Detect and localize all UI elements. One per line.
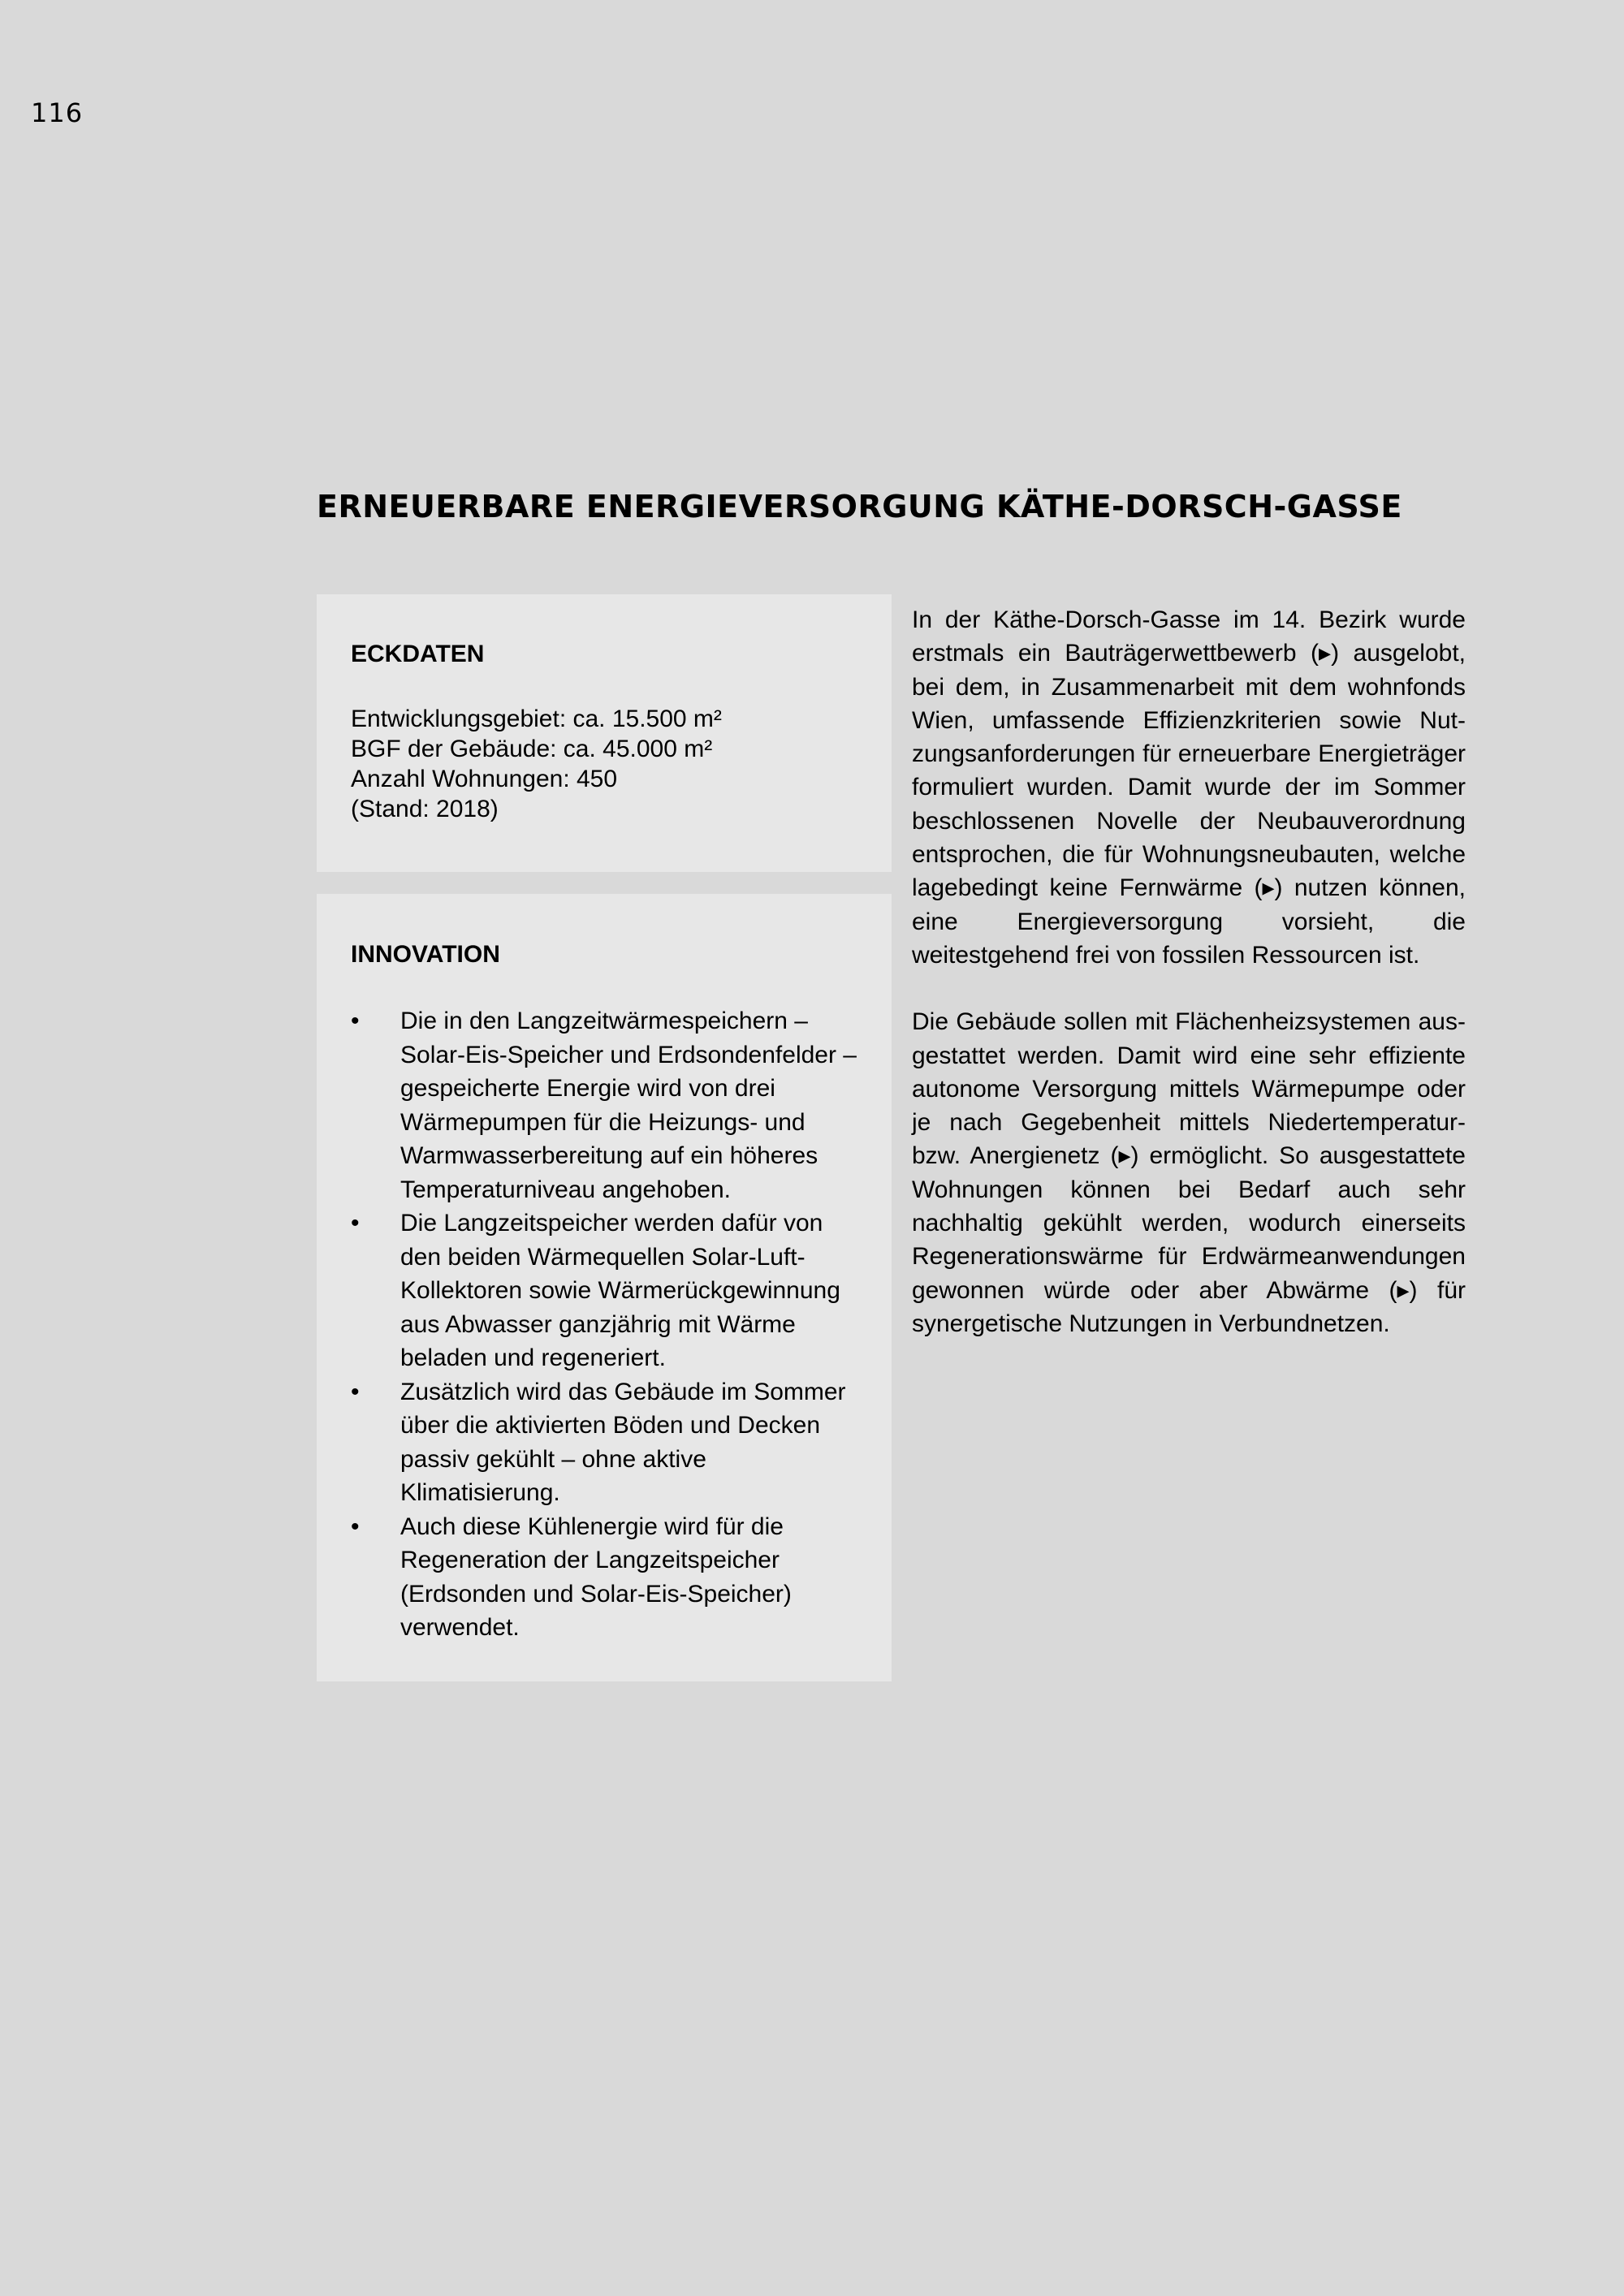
list-item-text: Auch diese Kühlenergie wird für die Regeneration der Langzeitspeicher (Erdsonden und Solar-Eis-Speicher) verwendet.: [400, 1513, 792, 1641]
page-title: ERNEUERBARE ENERGIEVERSORGUNG KÄTHE-DORSCH-GASSE: [317, 489, 1402, 524]
list-item-text: Die in den Langzeitwärmespeichern – Solar-Eis-Speicher und Erdsondenfelder – gespeicherte Energie wird von drei Wärmepumpen für die Heizungs- und Warmwasserbereitung auf ein höheres Temperaturniveau angehoben.: [400, 1008, 857, 1203]
bullet-icon: •: [351, 1008, 360, 1034]
innovation-box: [317, 894, 892, 1681]
bullet-icon: •: [351, 1378, 360, 1405]
fact-entwicklungsgebiet: Entwicklungsgebiet: ca. 15.500 m²: [351, 706, 722, 732]
page-number: 116: [31, 97, 84, 128]
list-item: [351, 1206, 857, 1375]
list-item-text: Die Langzeitspeicher werden dafür von den beiden Wärmequellen Solar-Luft-Kollektoren sowie Wärmerückgewinnung aus Abwasser ganzjährig mit Wärme beladen und regeneriert.: [400, 1210, 840, 1371]
fact-stand: (Stand: 2018): [351, 796, 499, 822]
bullet-icon: •: [351, 1513, 360, 1540]
innovation-heading: INNOVATION: [351, 941, 500, 968]
fact-wohnungen: Anzahl Wohnungen: 450: [351, 766, 618, 792]
list-item: [351, 1375, 857, 1510]
fact-bgf: BGF der Gebäude: ca. 45.000 m²: [351, 736, 713, 762]
body-paragraph-1: In der Käthe-Dorsch-Gasse im 14. Bezirk wurde erstmals ein Bauträgerwettbewerb (▸) ausgelobt, bei dem, in Zusammenarbeit mit dem wohnfonds Wien, umfassende Effizienzkriterien sowie Nutzungsanforderungen für erneuerbare Energieträger formuliert wurden. Damit wurde der im Sommer beschlossenen Novelle der Neubauverordnung entsprochen, die für Wohnungsneubauten, welche lagebedingt keine Fernwärme (▸) nutzen können, eine Energieversorgung vorsieht, die weitestgehend frei von fossilen Ressourcen ist.: [912, 606, 1466, 969]
body-text: [912, 603, 1466, 1374]
list-item: [351, 1510, 857, 1645]
bullet-icon: •: [351, 1210, 360, 1236]
body-paragraph-2: Die Gebäude sollen mit Flächenheizsystemen ausgestattet werden. Damit wird eine sehr effiziente autonome Versorgung mittels Wärmepumpe oder je nach Gegebenheit mittels Niedertemperatur- bzw. Anergienetz (▸) ermöglicht. So ausgestattete Wohnungen können bei Bedarf auch sehr nachhaltig gekühlt werden, wodurch einerseits Regenerationswärme für Erdwärmeanwendungen gewonnen würde oder aber Abwärme (▸) für synergetische Nutzungen in Verbundnetzen.: [912, 1008, 1466, 1337]
eckdaten-box: [317, 594, 892, 872]
innovation-list: [351, 1004, 857, 1645]
list-item: [351, 1004, 857, 1206]
list-item-text: Zusätzlich wird das Gebäude im Sommer über die aktivierten Böden und Decken passiv gekühlt – ohne aktive Klimatisierung.: [400, 1378, 846, 1506]
eckdaten-heading: ECKDATEN: [351, 641, 485, 667]
